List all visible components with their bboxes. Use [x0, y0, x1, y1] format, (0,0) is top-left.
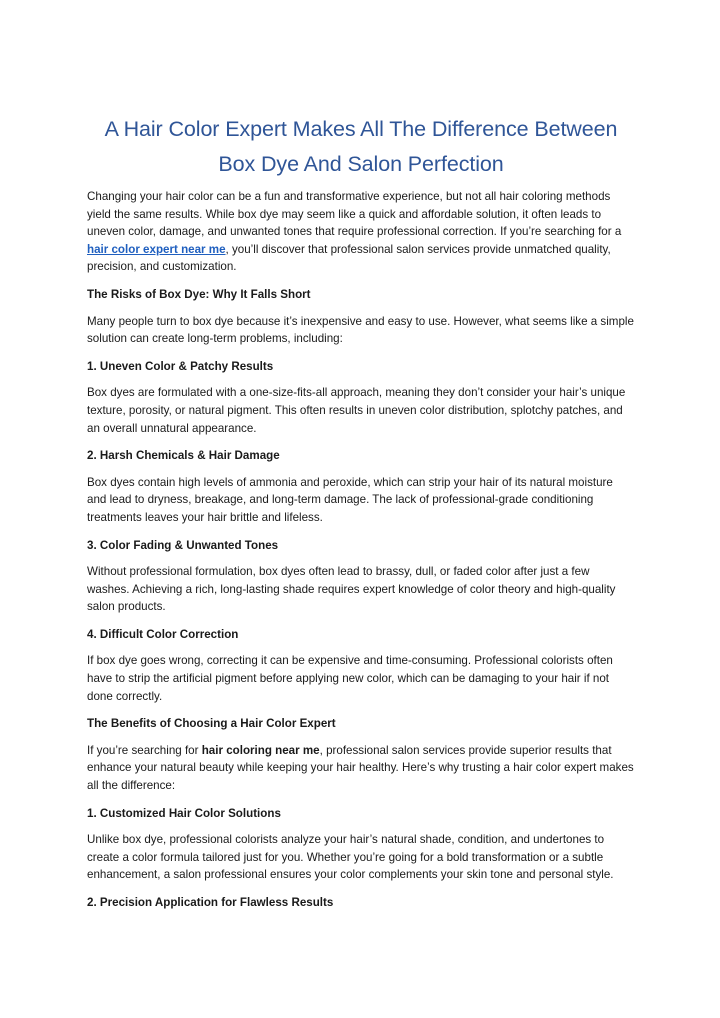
- benefit-1-paragraph: Unlike box dye, professional colorists analyze your hair’s natural shade, condition, and undertones to create a color formula tailored just for you. Whether you’re going for a bold transformation or a subtle enhancement, a salon professional ensures your color complements your skin tone and personal style.: [87, 833, 614, 882]
- title-line-1: A Hair Color Expert Makes All The Difference Between: [104, 117, 618, 141]
- hair-coloring-keyword: hair coloring near me: [201, 743, 320, 757]
- document-title: [87, 112, 635, 182]
- risk-4-paragraph: If box dye goes wrong, correcting it can be expensive and time-consuming. Professional colorists often have to strip the artificial pigment before applying new color, which can be damaging to your hair if not done correctly.: [87, 654, 613, 703]
- document-body: [87, 112, 635, 921]
- title-line-2: Box Dye And Salon Perfection: [218, 152, 504, 176]
- intro-paragraph: [87, 188, 635, 276]
- risk-4-heading: 4. Difficult Color Correction: [87, 627, 239, 641]
- risks-heading: The Risks of Box Dye: Why It Falls Short: [87, 287, 311, 301]
- benefit-1-heading: 1. Customized Hair Color Solutions: [87, 806, 281, 820]
- benefits-text-start: If you’re searching for: [87, 743, 202, 757]
- hair-color-expert-link[interactable]: hair color expert near me: [87, 242, 226, 256]
- risks-intro-paragraph: Many people turn to box dye because it’s inexpensive and easy to use. However, what seems like a simple solution can create long-term problems, including:: [87, 314, 634, 346]
- risk-3-heading: 3. Color Fading & Unwanted Tones: [87, 538, 279, 552]
- intro-text-end: , you’ll discover that professional salon services provide unmatched quality, precision, and customization.: [87, 242, 611, 274]
- benefits-text-end: , professional salon services provide superior results that enhance your natural beauty while keeping your hair healthy. Here’s why trusting a hair color expert makes all the difference:: [87, 743, 634, 793]
- benefits-intro-paragraph: [87, 742, 635, 795]
- risk-3-paragraph: Without professional formulation, box dyes often lead to brassy, dull, or faded color after just a few washes. Achieving a rich, long-lasting shade requires expert knowledge of color theory and high-quality salon products.: [87, 565, 616, 614]
- risk-2-paragraph: Box dyes contain high levels of ammonia and peroxide, which can strip your hair of its natural moisture and lead to dryness, breakage, and long-term damage. The lack of professional-grade conditioning treatments leaves your hair brittle and lifeless.: [87, 475, 613, 524]
- intro-text-start: Changing your hair color can be a fun and transformative experience, but not all hair coloring methods yield the same results. While box dye may seem like a quick and affordable solution, it often leads to uneven color, damage, and unwanted tones that require professional correction. If you’re searching for a: [87, 190, 622, 239]
- benefits-heading: The Benefits of Choosing a Hair Color Expert: [87, 717, 336, 731]
- risk-2-heading: 2. Harsh Chemicals & Hair Damage: [87, 449, 280, 463]
- benefit-2-heading: 2. Precision Application for Flawless Results: [87, 896, 334, 909]
- risk-1-paragraph: Box dyes are formulated with a one-size-fits-all approach, meaning they don’t consider your hair’s unique texture, porosity, or natural pigment. This often results in uneven color distribution, splotchy patches, and an overall unnatural appearance.: [87, 386, 626, 435]
- risk-1-heading: 1. Uneven Color & Patchy Results: [87, 359, 274, 373]
